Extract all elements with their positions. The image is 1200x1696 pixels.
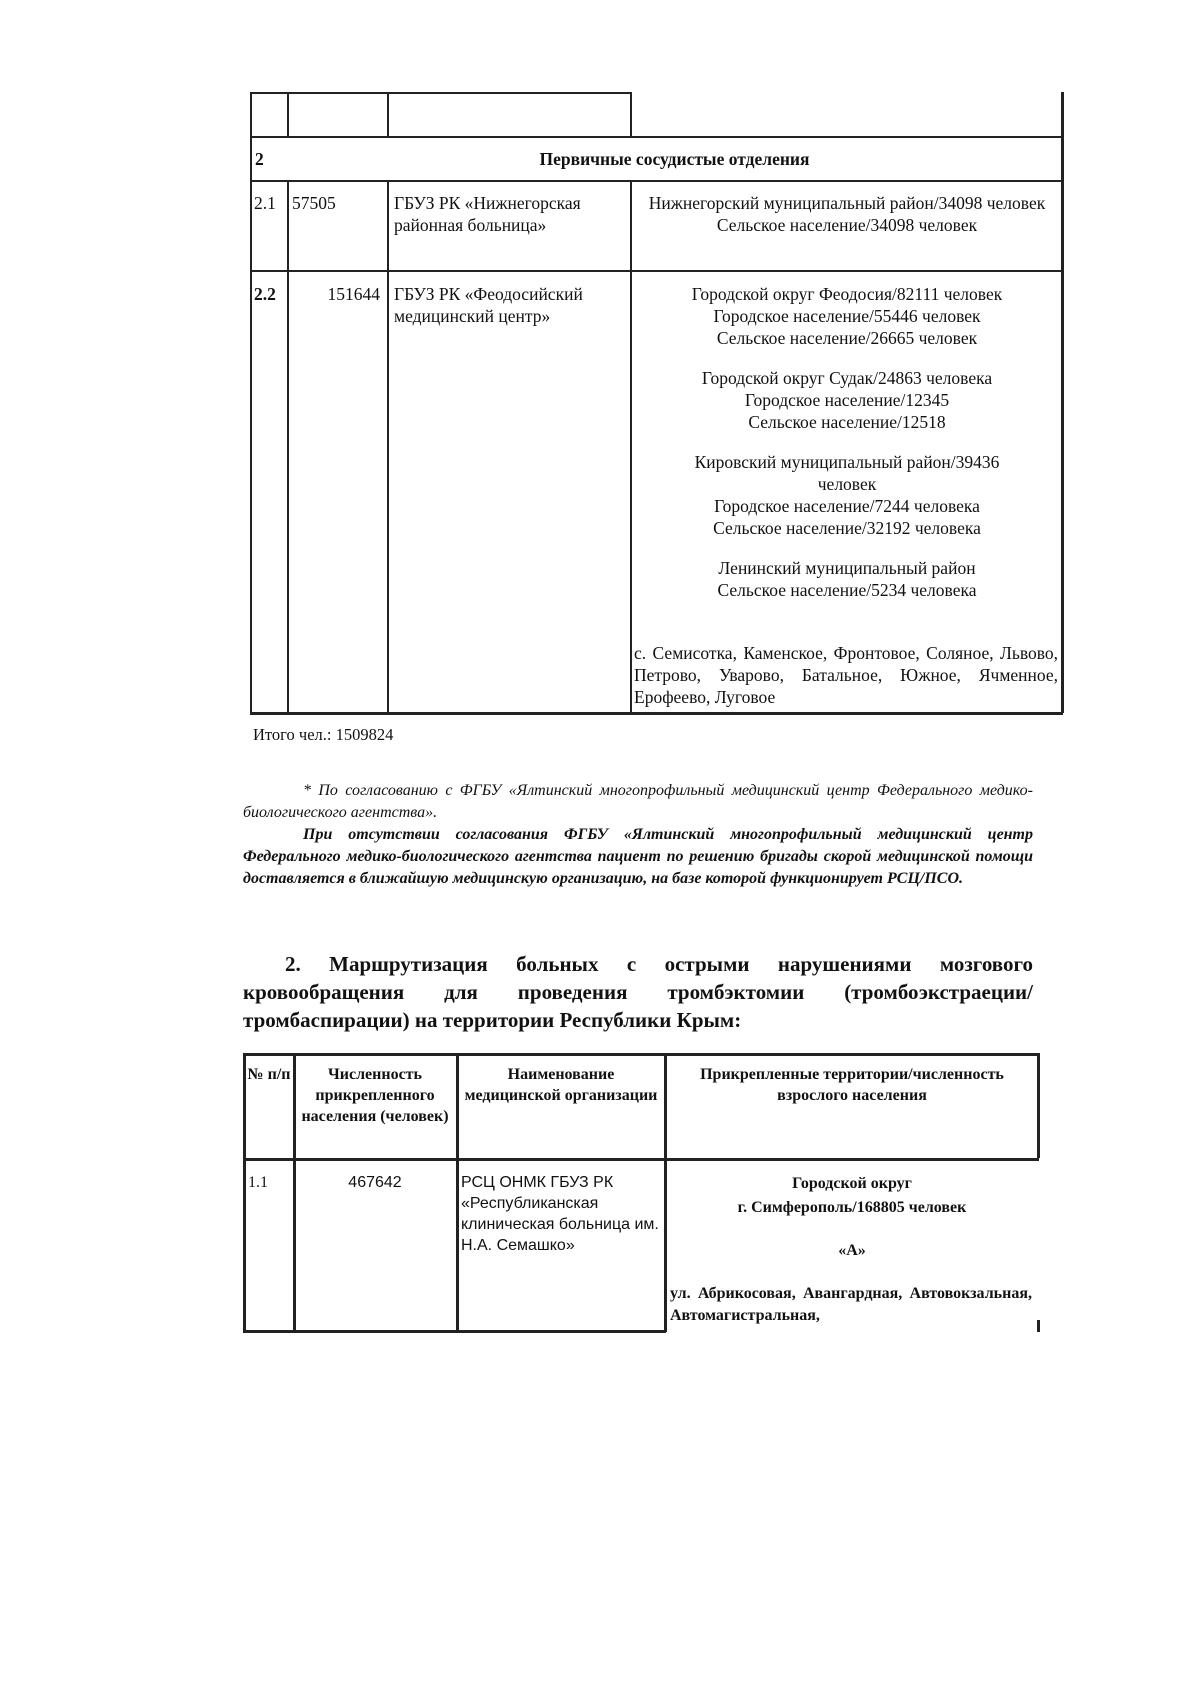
territory-line: Нижнегорский муниципальный район/34098 человек <box>648 193 1046 213</box>
territory-line: Городское население/12345 <box>744 390 950 410</box>
row-organization: РСЦ ОНМК ГБУЗ РК «Республиканская клиническая больница им. Н.А. Семашко» <box>461 1174 659 1254</box>
territory-line: Сельское население/12518 <box>748 412 946 432</box>
territory-line: Кировский муниципальный район/39436 человек <box>694 452 1000 494</box>
row-number: 2.1 <box>254 193 276 213</box>
section-number: 2 <box>255 149 264 169</box>
territory-line: Сельское население/32192 человека <box>713 518 981 538</box>
row-number: 2.2 <box>254 284 276 304</box>
row-territory <box>640 283 1054 619</box>
territory-block-kirovsky <box>640 451 1054 539</box>
row-population: 57505 <box>292 193 336 213</box>
footnote-paragraph-2: При отсутствии согласования ФГБУ «Ялтинский многопрофильный медицинский центр Федерального медико-биологического агентства пациент по решению бригады скорой медицинской помощи доставляется в ближайшую медицинскую организацию, на базе которой функционирует РСЦ/ПСО. <box>243 826 1033 887</box>
section-heading: 2. Маршрутизация больных с острыми нарушениями мозгового кровообращения для проведения тромбэктомии (тромбоэкстраеции/ тромбаспирации) на территории Республики Крым: <box>243 952 1033 1032</box>
row-territory <box>640 192 1054 236</box>
territory-line: Сельское население/5234 человека <box>717 580 977 600</box>
streets-list: ул. Абрикосовая, Авангардная, Автовокзальная, Автомагистральная, <box>670 1285 1032 1324</box>
territory-line: г. Симферополь/168805 человек <box>737 1199 967 1216</box>
territory-line: Городской округ <box>792 1175 912 1192</box>
header-organization: Наименование медицинской организации <box>464 1066 658 1104</box>
header-population: Численность прикрепленного населения (человек) <box>301 1066 449 1125</box>
section-title: Первичные сосудистые отделения <box>539 149 810 169</box>
row-organization: ГБУЗ РК «Нижнегорская районная больница» <box>394 193 581 235</box>
header-territory: Прикрепленные территории/численность взрослого населения <box>700 1066 1004 1104</box>
territory-letter: «А» <box>838 1242 866 1259</box>
row-number: 1.1 <box>248 1174 268 1191</box>
territory-line: Сельское население/34098 человек <box>716 215 978 235</box>
row-organization: ГБУЗ РК «Феодосийский медицинский центр» <box>394 284 583 326</box>
territory-line: Городское население/55446 человек <box>713 306 981 326</box>
territory-line: Городской округ Феодосия/82111 человек <box>691 284 1003 304</box>
territory-block-leninsky <box>640 557 1054 601</box>
footnote <box>243 780 1033 890</box>
territory-block-sudak <box>640 367 1054 433</box>
row-population: 151644 <box>327 284 380 304</box>
territory-line: Сельское население/26665 человек <box>716 328 978 348</box>
territory-line: Городской округ Судак/24863 человека <box>701 368 993 388</box>
territory-line: Городское население/7244 человека <box>714 496 980 516</box>
row-population: 467642 <box>348 1174 402 1191</box>
header-number: № п/п <box>247 1066 291 1083</box>
villages-list: с. Семисотка, Каменское, Фронтовое, Соляное, Львово, Петрово, Уварово, Батальное, Южное, Ячменное, Ерофеево, Луговое <box>634 643 1058 707</box>
total-count: Итого чел.: 1509824 <box>253 725 394 744</box>
footnote-paragraph-1: * По согласованию с ФГБУ «Ялтинский многопрофильный медицинский центр Федерального медико-биологического агентства». <box>243 782 1033 821</box>
territory-block-feodosia <box>640 283 1054 349</box>
territory-line: Ленинский муниципальный район <box>718 558 976 578</box>
